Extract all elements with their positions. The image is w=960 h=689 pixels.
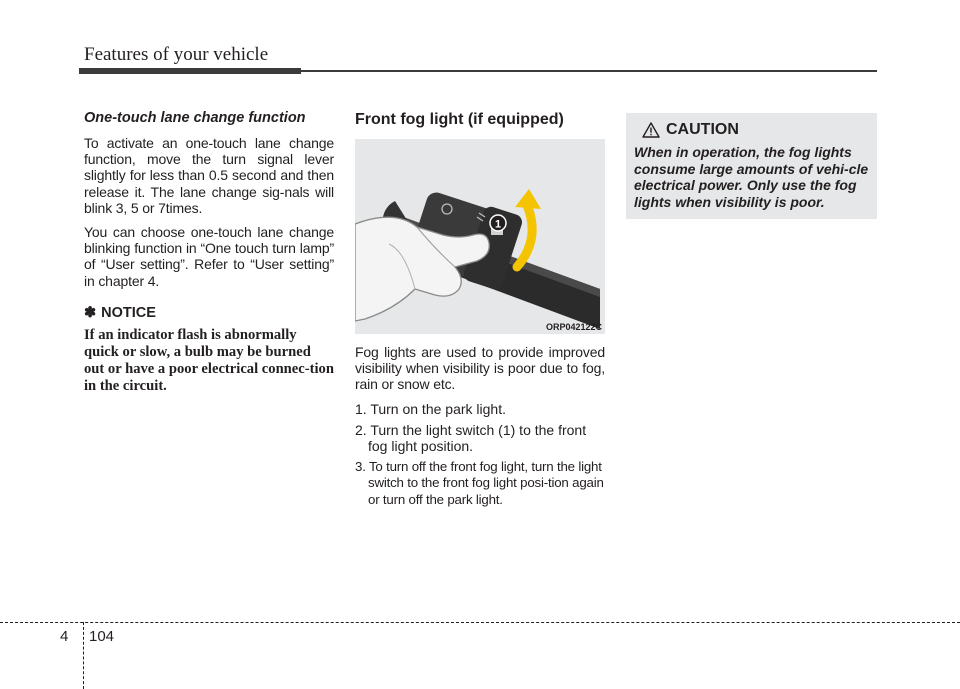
fog-light-switch-figure	[355, 139, 605, 334]
notice-heading	[84, 305, 334, 321]
figure-code: ORP042122C	[545, 322, 602, 332]
column-lane-change	[84, 110, 334, 395]
fog-light-section-title: Front fog light (if equipped)	[355, 111, 564, 128]
header-bar	[79, 68, 301, 74]
lane-change-paragraph-2: You can choose one-touch lane change blinking function in “One touch turn lamp” of “User setting”. Refer to “User setting” in chapter 4.	[84, 224, 334, 289]
caution-heading	[642, 121, 869, 139]
caution-title: CAUTION	[666, 121, 739, 138]
fog-light-intro: Fog lights are used to provide improved visibility when visibility is poor due to fog, rain or snow etc.	[355, 344, 605, 393]
caution-body: When in operation, the fog lights consume large amounts of vehi-cle electrical power. Only use the fog lights when visibility is poor.	[634, 144, 869, 210]
notice-title: NOTICE	[101, 304, 156, 321]
column-fog-light	[355, 110, 605, 513]
page-header-title: Features of your vehicle	[84, 44, 269, 65]
warning-triangle-icon	[642, 122, 660, 138]
fog-light-step-2: 2. Turn the light switch (1) to the front fog light position.	[355, 421, 587, 455]
fog-light-step-1: 1. Turn on the park light.	[355, 400, 506, 417]
lane-change-subtitle: One-touch lane change function	[84, 110, 306, 126]
fog-light-step-3: 3. To turn off the front fog light, turn the light switch to the front fog light posi-tion again or turn off the park light.	[355, 459, 604, 507]
fog-light-steps	[355, 401, 605, 508]
header-rule	[301, 70, 877, 72]
hand-turning-lever-illustration	[355, 139, 605, 334]
lane-change-paragraph-1: To activate an one-touch lane change function, move the turn signal lever slightly for less than 0.5 second and then release it. The lane change sig-nals will blink 3, 5 or 7times.	[84, 135, 334, 216]
figure-callout-label: 1	[494, 218, 502, 231]
footer-divider	[83, 622, 84, 689]
notice-body: If an indicator flash is abnormally quick or slow, a bulb may be burned out or have a poor electrical connec-tion in the circuit.	[84, 326, 334, 394]
chapter-number: 4	[60, 628, 69, 645]
footer-rule	[0, 622, 960, 623]
notice-star-icon: ✽	[84, 304, 97, 321]
page-number: 104	[89, 628, 115, 645]
caution-box	[626, 113, 877, 219]
